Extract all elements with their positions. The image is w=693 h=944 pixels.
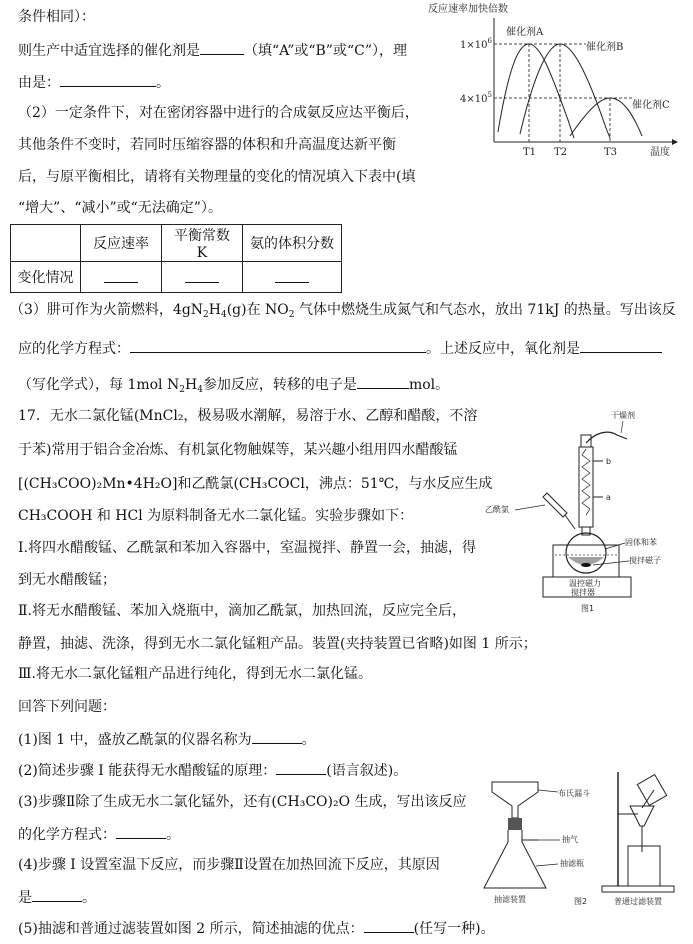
fig1-pointer-drying	[621, 421, 623, 433]
q17-line2: 于苯)常用于铝合金冶炼、有机氯化物触媒等，某兴趣小组用四水醋酸锰	[18, 442, 458, 458]
table-header-fraction: 氨的体积分数	[243, 225, 342, 262]
fig1-label-b: b	[606, 457, 612, 466]
fig1-label-solid-benzene: 固体和苯	[625, 538, 657, 547]
funnel-stem	[565, 515, 575, 529]
answer-blank-advantage[interactable]	[364, 918, 414, 933]
q17-question3-line1: (3)步骤Ⅱ除了生成无水二氯化锰外，还有(CH₃CO)₂O 生成，写出该反应	[18, 794, 467, 810]
q17-line1: 17．无水二氯化锰(MnCl₂，极易吸水潮解，易溶于水、乙醇和醋酸，不溶	[18, 408, 478, 424]
table-row-label: 变化情况	[11, 262, 81, 293]
answer-blank-principle[interactable]	[276, 760, 326, 775]
y-tick-low: $4\times 10^5$	[460, 91, 492, 105]
fig1-label-stir-bar: 搅拌磁子	[629, 556, 661, 565]
table-header-k: 平衡常数 K	[162, 225, 243, 262]
fig2-label-buchner: 布氏漏斗	[558, 789, 590, 798]
fig2-caption: 图2	[574, 897, 588, 906]
constant-pressure-funnel	[543, 493, 567, 517]
fig1-caption: 图1	[581, 604, 595, 613]
answer-blank-catalyst[interactable]	[200, 40, 244, 55]
q17-line3: [(CH₃COO)₂Mn•4H₂O]和乙酰氯(CH₃COCl，沸点：51℃，与水反应生成	[18, 476, 493, 492]
fig1-pointer-stir	[593, 561, 629, 565]
drying-tube-joint	[581, 435, 591, 447]
q16-line2-post: （填“A”或“B”或“C”），理	[244, 43, 407, 59]
figure-1-apparatus	[483, 405, 693, 617]
table-header-rate: 反应速率	[81, 225, 162, 262]
q17-step2-line1: Ⅱ.将无水醋酸锰、苯加入烧瓶中，滴加乙酰氯，加热回流，反应完全后，	[18, 603, 466, 619]
filter-funnel	[630, 806, 654, 826]
graph-x-arrow	[672, 139, 678, 145]
q16-p3-line1: （3）肼可作为火箭燃料，$4gN_2H_4(g)$在 $NO_2$ 气体中燃烧生成氮气和气态水，放出 71kJ 的热量。写出该反	[10, 302, 676, 320]
fig1-pointer-solid	[605, 543, 625, 549]
q17-step1-line2: 到无水醋酸锰；	[18, 572, 116, 588]
q17-question4-line2: 是 。	[18, 887, 96, 908]
graph-xlabel: 温度	[650, 147, 670, 158]
x-tick-t1: T1	[523, 147, 537, 158]
reaction-rate-graph	[428, 0, 693, 165]
y-tick-high: $1\times 10^6$	[460, 37, 492, 51]
curve-b	[520, 44, 610, 138]
q17-question2: (2)简述步骤 I 能获得无水醋酸锰的原理： (语言叙述)。	[18, 760, 407, 781]
figure-2-apparatus	[478, 762, 692, 912]
fig2-pointer-flask	[536, 864, 558, 866]
table-header-row	[11, 225, 342, 262]
retort-stand-base	[602, 886, 674, 892]
drying-tube	[586, 432, 627, 443]
q16-line3-pre: 由是：	[18, 75, 60, 91]
q16-line3	[18, 72, 170, 93]
suction-flask	[484, 830, 546, 888]
q16-p2-line2: 其他条件不变时，若同时压缩容器的体积和升高温度达新平衡	[18, 137, 396, 153]
answer-blank-oxidant[interactable]	[580, 338, 662, 353]
fig2-label-normal-setup: 普通过滤装置	[614, 897, 662, 906]
q17-answer-intro: 回答下列问题：	[18, 699, 116, 715]
fig2-pointer-buchner	[538, 790, 558, 792]
q17-line4: CH₃COOH 和 HCl 为原料制备无水二氯化锰。实验步骤如下：	[18, 508, 414, 524]
answer-blank-equation[interactable]	[130, 338, 426, 353]
glass-rod	[642, 790, 654, 808]
q17-question3-line2: 的化学方程式： 。	[18, 824, 180, 845]
table-cell-fraction[interactable]	[243, 262, 342, 293]
table-header-empty	[11, 225, 81, 262]
label-catalyst-b: 催化剂B	[586, 42, 624, 53]
label-catalyst-c: 催化剂C	[632, 100, 670, 111]
table-cell-k[interactable]	[162, 262, 243, 293]
buchner-funnel	[492, 782, 538, 818]
fig1-label-a: a	[606, 493, 611, 502]
pouring-beaker	[637, 775, 666, 806]
x-tick-t2: T2	[554, 147, 568, 158]
fig1-label-stirrer-1: 温控磁力	[569, 579, 601, 588]
table-row	[11, 262, 342, 293]
fig2-label-suction: 抽气	[562, 835, 578, 844]
answer-blank-q3-equation[interactable]	[116, 824, 166, 839]
x-tick-t3: T3	[604, 147, 618, 158]
fig2-label-flask: 抽滤瓶	[560, 859, 584, 868]
q16-p2-line4: “增大”、“减小”或“无法确定”）。	[18, 200, 222, 216]
q17-question4-line1: (4)步骤 I 设置室温下反应，而步骤Ⅱ设置在加热回流下反应，其原因	[18, 857, 440, 873]
q17-question5: (5)抽滤和普通过滤装置如图 2 所示，简述抽滤的优点： (任写一种)。	[18, 918, 495, 939]
table-cell-rate[interactable]	[81, 262, 162, 293]
q16-p2-line3: 后，与原平衡相比，请将有关物理量的变化的情况填入下表中(填	[18, 169, 416, 185]
change-table	[10, 224, 342, 293]
q16-p3-line3: （写化学式），每 1mol $N_2H_4$参加反应，转移的电子是 mol。	[18, 374, 449, 400]
q17-step3: Ⅲ.将无水二氯化锰粗产品进行纯化，得到无水二氯化锰。	[18, 666, 372, 682]
fig1-label-acetyl-chloride: 乙酰氯	[485, 505, 509, 514]
fig1-label-stirrer-2: 搅拌器	[571, 588, 595, 597]
q16-p2-line1: （2）一定条件下，对在密闭容器中进行的合成氨反应达平衡后，	[18, 105, 419, 121]
fig1-pointer-acetyl	[515, 505, 545, 510]
stir-bar	[581, 563, 591, 567]
fig2-label-suction-setup: 抽滤装置	[494, 895, 526, 904]
stopper	[508, 818, 522, 830]
answer-blank-electrons[interactable]	[357, 374, 409, 389]
answer-blank-reason[interactable]	[60, 72, 156, 87]
beaker	[628, 846, 660, 886]
q16-line2	[18, 40, 407, 61]
answer-blank-reason-q4[interactable]	[32, 887, 82, 902]
graph-ylabel: 反应速率加快倍数	[428, 4, 508, 15]
q16-line2-pre: 则生产中适宜选择的催化剂是	[18, 43, 200, 59]
q16-line3-post: 。	[156, 75, 170, 91]
q16-p3-line2: 应的化学方程式： 。上述反应中，氧化剂是	[18, 338, 662, 359]
answer-blank-instrument[interactable]	[252, 729, 302, 744]
label-catalyst-a: 催化剂A	[506, 27, 544, 38]
q16-line1: 条件相同）：	[18, 9, 95, 25]
curve-a	[498, 44, 574, 138]
fig1-label-drying-agent: 干燥剂	[611, 411, 635, 420]
q17-step2-line2: 静置，抽滤、洗涤，得到无水二氯化锰粗产品。装置(夹持装置已省略)如图 1 所示；	[18, 636, 537, 652]
q17-step1-line1: I.将四水醋酸锰、乙酰氯和苯加入容器中，室温搅拌、静置一会，抽滤，得	[18, 540, 476, 556]
q17-question1: (1)图 1 中，盛放乙酰氯的仪器名称为 。	[18, 729, 316, 750]
condenser-coil	[582, 449, 590, 515]
